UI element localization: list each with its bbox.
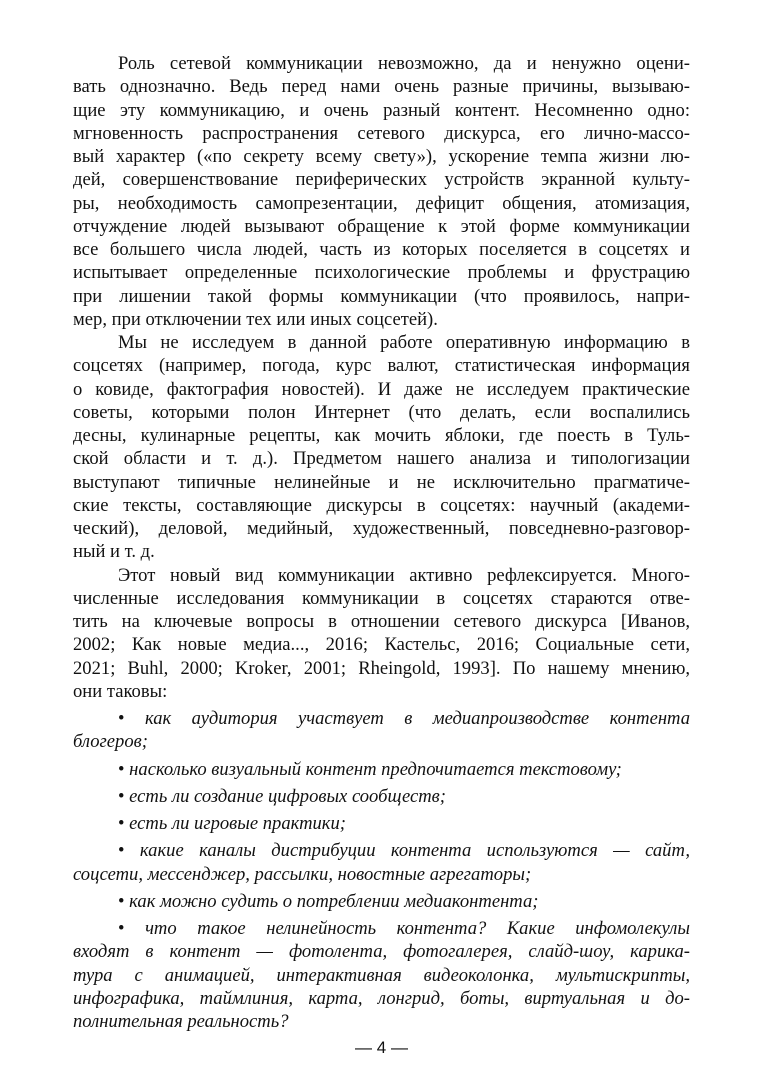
bullet-icon: • — [118, 890, 125, 912]
list-item-text: какие каналы дистрибуции контента используются — сайт, — [139, 840, 690, 862]
text-line: Мы не исследуем в данной работе оперативную информацию в — [118, 332, 690, 353]
page-number: — 4 — — [355, 1038, 408, 1057]
bullet-icon: • — [118, 813, 125, 834]
text-line: Роль сетевой коммуникации невозможно, да и ненужно оцени- — [118, 53, 690, 74]
paragraph — [73, 564, 690, 704]
paragraph — [73, 331, 690, 564]
text-line: численные исследования коммуникации в соцсетях стараются отве- — [73, 587, 690, 609]
list-item-line — [73, 812, 690, 835]
list-item-text: есть ли создание цифровых сообществ; — [129, 785, 446, 807]
list-item — [73, 917, 690, 1033]
text-line: 2021; Buhl, 2000; Kroker, 2001; Rheingold, 1993]. По нашему мнению, — [73, 657, 690, 679]
text-line: Этот новый вид коммуникации активно рефлексируется. Много- — [118, 564, 690, 586]
text-line: щие эту коммуникацию, и очень разный контент. Несомненно одно: — [73, 99, 690, 121]
bullet-icon: • — [118, 785, 125, 807]
list-item-line: инфографика, таймлиния, карта, лонгрид, боты, виртуальная и до- — [73, 987, 690, 1009]
text-line: о ковиде, фактография новостей). И даже не исследуем практические — [73, 378, 690, 400]
list-item — [73, 839, 690, 886]
list-item-line — [73, 839, 690, 862]
text-line: выступают типичные нелинейные и не исключительно прагматиче- — [73, 471, 690, 493]
list-item-line — [73, 785, 690, 808]
text-line: ры, необходимость самопрезентации, дефицит общения, атомизация, — [73, 192, 690, 214]
text-line: мер, при отключении тех или иных соцсетей). — [73, 308, 438, 330]
text-line: ские тексты, составляющие дискурсы в соцсетях: научный (академи- — [73, 494, 690, 516]
list-item-line: полнительная реальность? — [73, 1011, 289, 1032]
bullet-icon: • — [118, 708, 125, 729]
text-line: мгновенность распространения сетевого дискурса, его лично-массо- — [73, 122, 690, 144]
text-line: соцсетях (например, погода, курс валют, статистическая информация — [73, 355, 690, 377]
paragraph — [73, 52, 690, 331]
list-item-line: входят в контент — фотолента, фотогалерея, слайд-шоу, карика- — [73, 941, 690, 963]
text-line: ской области и т. д.). Предметом нашего анализа и типологизации — [73, 448, 690, 470]
list-item — [73, 812, 690, 835]
list-item — [73, 758, 690, 781]
list-item-text: насколько визуальный контент предпочитается текстовому; — [129, 758, 622, 780]
text-line: тить на ключевые вопросы в отношении сетевого дискурса [Иванов, — [73, 611, 690, 632]
text-line: все большего числа людей, часть из которых поселяется в соцсетях и — [73, 239, 690, 260]
text-line: ный и т. д. — [73, 541, 155, 563]
text-line: они таковы: — [73, 680, 168, 702]
list-item — [73, 785, 690, 808]
question-list — [73, 703, 690, 1033]
text-line: советы, которыми полон Интернет (что делать, если воспалились — [73, 401, 690, 423]
list-item — [73, 890, 690, 913]
text-line: 2002; Как новые медиа..., 2016; Кастельс, 2016; Социальные сети, — [73, 634, 690, 656]
text-line: дей, совершенствование периферических устройств экранной культу- — [73, 169, 690, 191]
list-item-line: блогеров; — [73, 731, 148, 753]
list-item-text: что такое нелинейность контента? Какие инфомолекулы — [145, 918, 690, 939]
text-line: при лишении такой формы коммуникации (что проявилось, напри- — [73, 285, 690, 307]
text-line: испытывает определенные психологические проблемы и фрустрацию — [73, 262, 690, 284]
text-line: отчуждение людей вызывают обращение к этой форме коммуникации — [73, 215, 690, 237]
list-item-line — [73, 758, 690, 781]
list-item-line — [73, 890, 690, 913]
text-line: вать однозначно. Ведь перед нами очень разные причины, вызываю- — [73, 76, 690, 98]
list-item-text: как аудитория участвует в медиапроизводстве контента — [144, 708, 690, 729]
bullet-icon: • — [118, 758, 125, 780]
bullet-icon: • — [118, 840, 125, 862]
list-item — [73, 707, 690, 754]
page-body — [73, 52, 690, 1033]
text-line: ческий), деловой, медийный, художественный, повседневно-разговор- — [73, 518, 690, 539]
list-item-line: тура с анимацией, интерактивная видеоколонка, мультискрипты, — [73, 964, 690, 986]
list-item-line — [73, 707, 690, 730]
text-line: вый характер («по секрету всему свету»), ускорение темпа жизни лю- — [73, 146, 690, 167]
list-item-text: как можно судить о потреблении медиаконтента; — [129, 890, 539, 912]
list-item-text: есть ли игровые практики; — [129, 813, 346, 834]
list-item-line — [73, 917, 690, 940]
list-item-line: соцсети, мессенджер, рассылки, новостные агрегаторы; — [73, 863, 532, 885]
bullet-icon: • — [118, 918, 125, 939]
text-line: десны, кулинарные рецепты, как мочить яблоки, где поесть в Туль- — [73, 425, 690, 446]
